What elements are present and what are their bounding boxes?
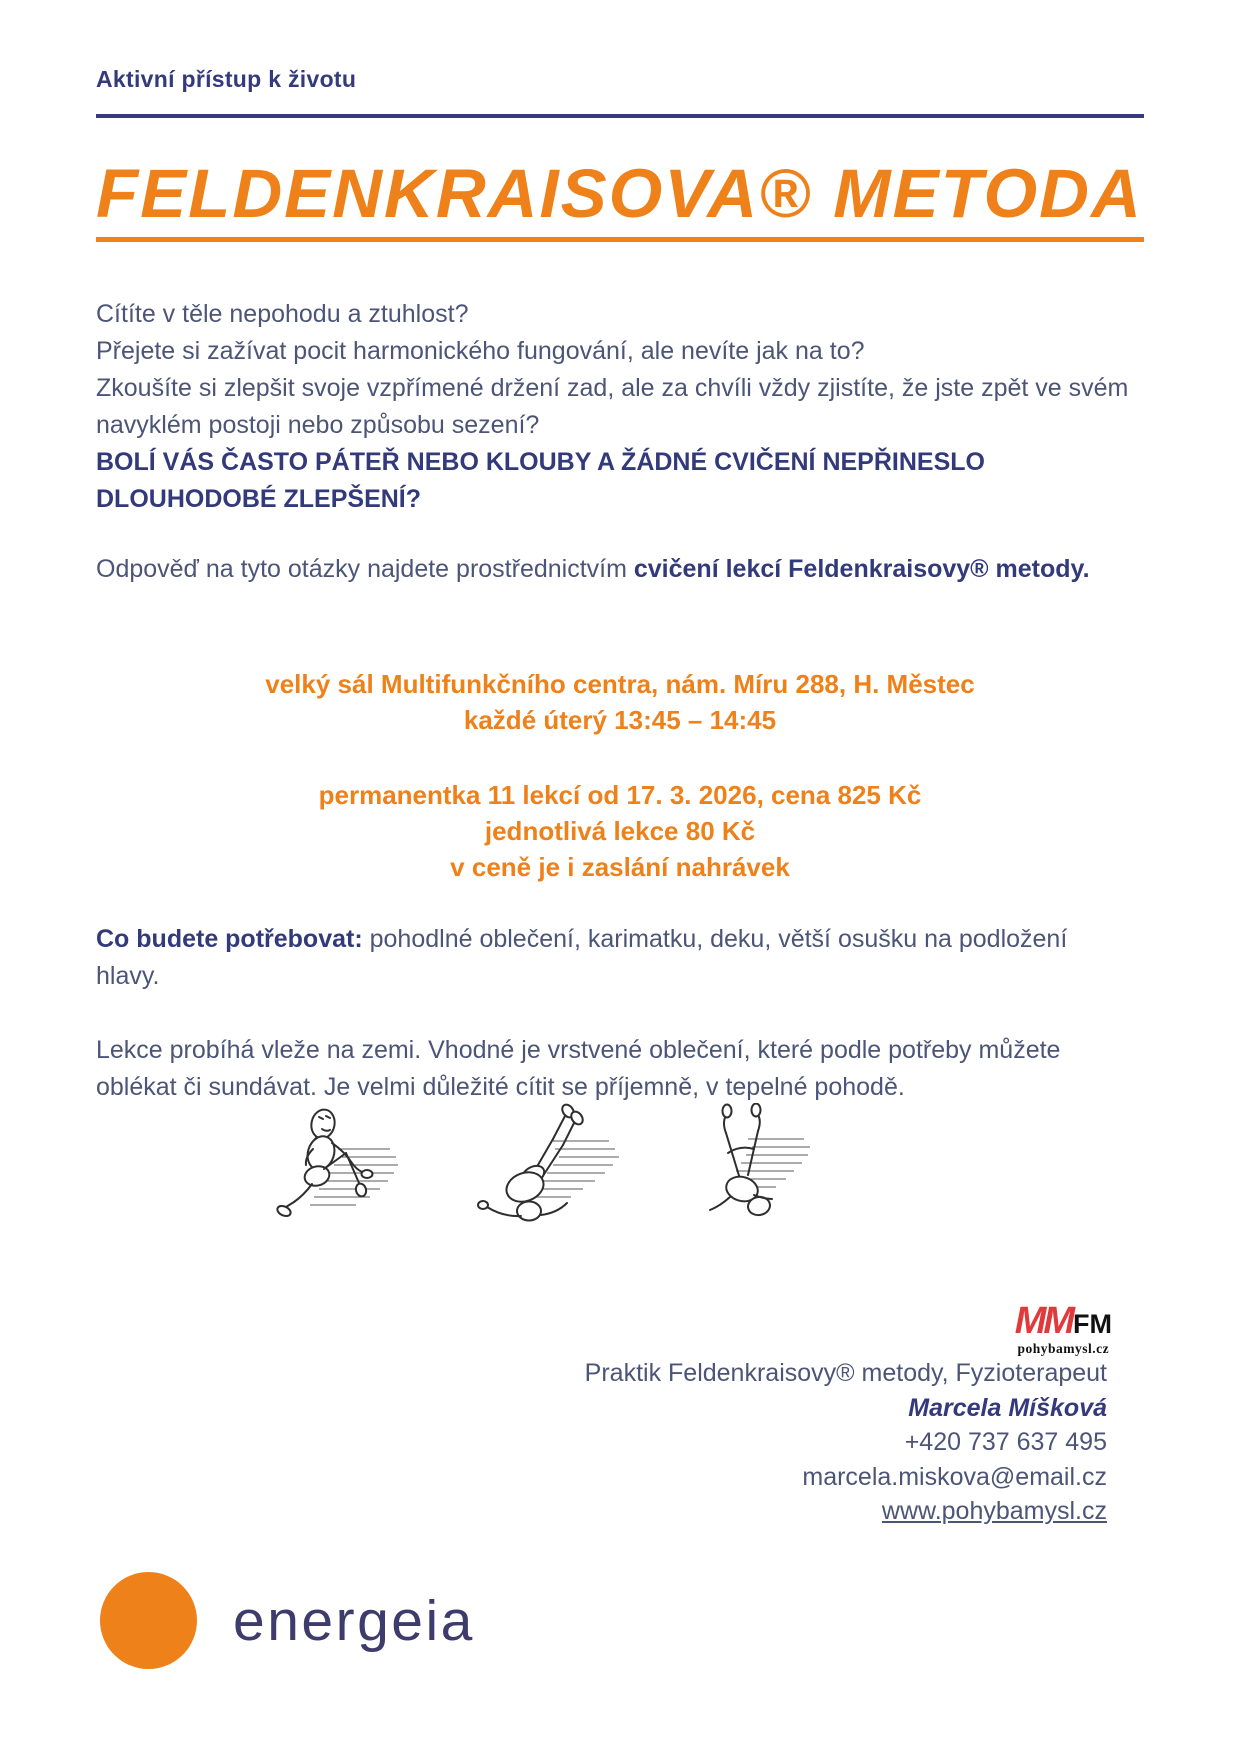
pass-price-line: permanentka 11 lekcí od 17. 3. 2026, cena 825 Kč: [318, 780, 922, 810]
venue-block: [96, 666, 1144, 738]
intro-paragraph: [96, 296, 1148, 518]
intro-line-1: Cítíte v těle nepohodu a ztuhlost?: [96, 300, 469, 328]
energeia-wordmark: energeia: [233, 1588, 475, 1653]
pain-question: BOLÍ VÁS ČASTO PÁTEŘ NEBO KLOUBY A ŽÁDNÉ CVIČENÍ NEPŘINESLO DLOUHODOBÉ ZLEPŠENÍ?: [96, 448, 985, 513]
equipment-label: Co budete potřebovat:: [96, 925, 363, 953]
header-divider: [96, 114, 1144, 118]
time-line: každé úterý 13:45 – 14:45: [463, 705, 777, 735]
contact-phone: +420 737 637 495: [904, 1428, 1107, 1456]
equipment-paragraph: [96, 921, 1106, 995]
mmfm-logo-site-label: pohybamysl.cz: [1017, 1341, 1110, 1356]
energeia-circle-icon: [100, 1572, 197, 1669]
exercise-figures-row: [272, 1103, 822, 1238]
equipment-text: pohodlné oblečení, karimatku, deku, větší osušku na podložení hlavy.: [96, 925, 1068, 990]
answer-paragraph: [96, 551, 1148, 588]
exercise-figure-2-image: [467, 1103, 627, 1238]
contact-name: Marcela Míšková: [908, 1393, 1107, 1422]
venue-line: velký sál Multifunkčního centra, nám. Míru 288, H. Městec: [265, 669, 975, 699]
recordings-line: v ceně je i zaslání nahrávek: [450, 852, 790, 882]
exercise-figure-3-image: [682, 1103, 822, 1238]
note-paragraph: Lekce probíhá vleže na zemi. Vhodné je vrstvené oblečení, které podle potřeby můžete oblékat či sundávat. Je velmi důležité cítit se příjemně, v tepelné pohodě.: [96, 1036, 1061, 1101]
energeia-logo: [100, 1572, 475, 1669]
website-link[interactable]: www.pohybamysl.cz: [881, 1497, 1107, 1525]
mmfm-logo: [1015, 1300, 1112, 1357]
mmfm-logo-wordmark: [1015, 1300, 1112, 1343]
page-title: FELDENKRAISOVA® METODA: [96, 158, 1144, 242]
exercise-figure-1-image: [272, 1103, 412, 1238]
intro-line-2: Přejete si zažívat pocit harmonického fungování, ale nevíte jak na to?: [96, 337, 865, 365]
answer-highlight: cvičení lekcí Feldenkraisovy® metody.: [633, 555, 1090, 583]
answer-text: Odpověď na tyto otázky najdete prostřednictvím: [96, 555, 634, 583]
contact-block: [585, 1356, 1107, 1529]
contact-role: Praktik Feldenkraisovy® metody, Fyzioterapeut: [584, 1359, 1107, 1387]
pricing-block: [96, 777, 1144, 885]
contact-email: marcela.miskova@email.cz: [802, 1462, 1107, 1491]
intro-line-3: Zkoušíte si zlepšit svoje vzpřímené držení zad, ale za chvíli vždy zjistíte, že jste zpět ve svém navyklém postoji nebo způsobu sezení?: [96, 374, 1129, 439]
mmfm-logo-mm: MM: [1014, 1300, 1073, 1342]
tagline: Aktivní přístup k životu: [96, 66, 357, 92]
single-price-line: jednotlivá lekce 80 Kč: [484, 816, 756, 846]
mmfm-logo-fm: FM: [1073, 1309, 1112, 1339]
